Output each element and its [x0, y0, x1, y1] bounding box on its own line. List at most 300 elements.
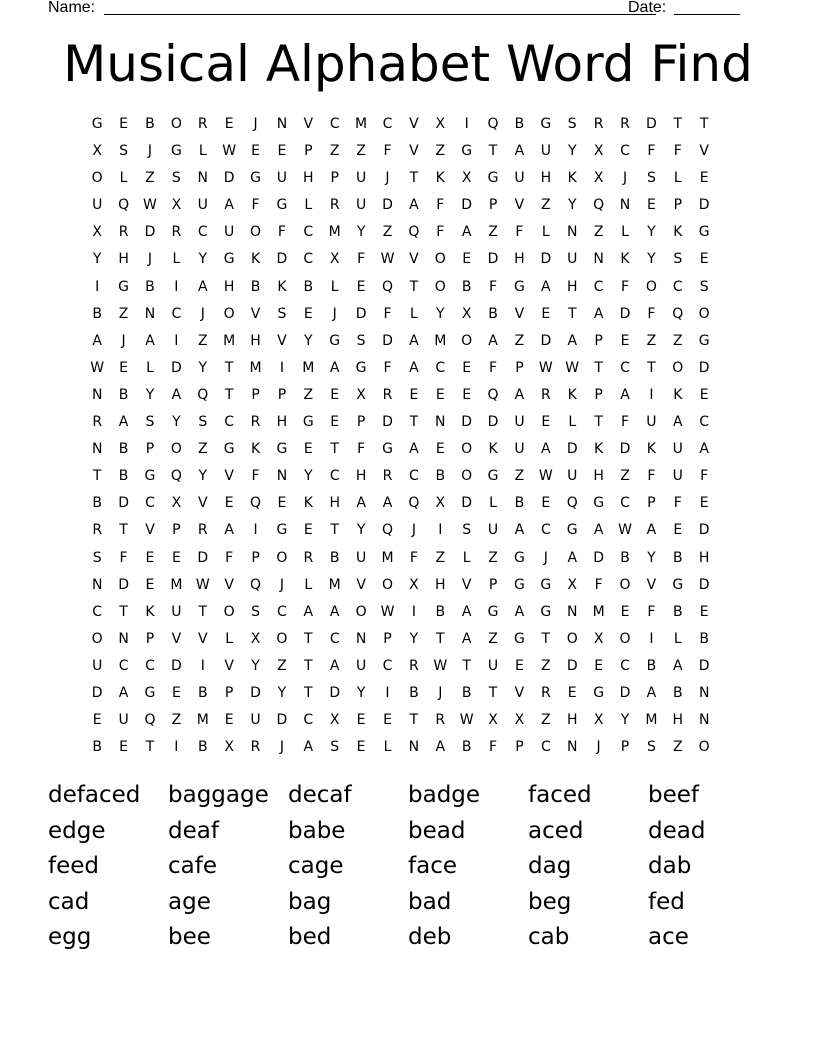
- grid-letter[interactable]: O: [619, 576, 631, 593]
- grid-letter[interactable]: O: [672, 359, 684, 376]
- grid-letter[interactable]: K: [303, 495, 313, 512]
- grid-letter[interactable]: Y: [647, 549, 656, 566]
- grid-letter[interactable]: K: [145, 603, 155, 620]
- grid-letter[interactable]: E: [673, 522, 683, 539]
- grid-letter[interactable]: C: [593, 278, 604, 295]
- grid-letter[interactable]: Z: [514, 332, 525, 349]
- grid-letter[interactable]: J: [147, 251, 153, 268]
- grid-letter[interactable]: E: [646, 197, 656, 214]
- grid-letter[interactable]: D: [223, 170, 235, 187]
- grid-letter[interactable]: O: [276, 549, 288, 566]
- grid-letter[interactable]: L: [304, 197, 313, 214]
- grid-letter[interactable]: T: [409, 170, 419, 187]
- grid-letter[interactable]: H: [566, 712, 578, 729]
- grid-letter[interactable]: Q: [197, 386, 209, 403]
- grid-letter[interactable]: K: [594, 441, 604, 458]
- grid-letter[interactable]: P: [330, 170, 339, 187]
- grid-letter[interactable]: N: [276, 116, 288, 132]
- grid-letter[interactable]: C: [672, 278, 683, 295]
- grid-letter[interactable]: Q: [408, 495, 420, 512]
- grid-letter[interactable]: Q: [593, 197, 605, 214]
- grid-letter[interactable]: F: [647, 143, 656, 160]
- grid-letter[interactable]: O: [461, 441, 473, 458]
- grid-letter[interactable]: V: [277, 332, 287, 349]
- grid-letter[interactable]: X: [250, 630, 261, 647]
- grid-letter[interactable]: A: [329, 603, 340, 620]
- grid-letter[interactable]: B: [250, 278, 261, 295]
- grid-letter[interactable]: D: [329, 684, 341, 701]
- grid-letter[interactable]: E: [383, 712, 392, 729]
- grid-letter[interactable]: A: [224, 522, 234, 539]
- grid-letter[interactable]: P: [647, 495, 656, 512]
- grid-letter[interactable]: H: [540, 170, 552, 187]
- grid-letter[interactable]: V: [514, 684, 525, 701]
- grid-letter[interactable]: J: [279, 739, 284, 756]
- grid-letter[interactable]: N: [619, 197, 631, 214]
- grid-letter[interactable]: C: [329, 630, 340, 647]
- grid-letter[interactable]: M: [355, 116, 368, 132]
- grid-letter[interactable]: B: [92, 739, 102, 756]
- grid-letter[interactable]: T: [409, 414, 419, 431]
- grid-letter[interactable]: J: [253, 116, 258, 132]
- grid-letter[interactable]: A: [567, 332, 578, 349]
- grid-letter[interactable]: F: [436, 224, 445, 241]
- grid-letter[interactable]: N: [408, 739, 420, 756]
- grid-letter[interactable]: S: [171, 170, 181, 187]
- grid-letter[interactable]: L: [225, 630, 234, 647]
- grid-letter[interactable]: P: [277, 386, 287, 403]
- grid-letter[interactable]: J: [543, 549, 548, 566]
- grid-letter[interactable]: D: [461, 495, 473, 512]
- grid-letter[interactable]: C: [329, 468, 340, 485]
- grid-letter[interactable]: B: [435, 603, 446, 620]
- grid-letter[interactable]: B: [699, 630, 709, 647]
- grid-letter[interactable]: F: [225, 549, 234, 566]
- grid-letter[interactable]: C: [197, 224, 208, 241]
- grid-letter[interactable]: U: [355, 197, 367, 214]
- grid-letter[interactable]: E: [594, 657, 604, 674]
- grid-letter[interactable]: E: [277, 143, 287, 160]
- grid-letter[interactable]: N: [593, 251, 604, 268]
- grid-letter[interactable]: G: [276, 197, 288, 214]
- grid-letter[interactable]: F: [489, 278, 498, 295]
- grid-letter[interactable]: T: [541, 630, 551, 647]
- grid-letter[interactable]: V: [224, 576, 234, 593]
- grid-letter[interactable]: A: [435, 739, 446, 756]
- grid-letter[interactable]: F: [594, 576, 603, 593]
- grid-letter[interactable]: G: [91, 116, 103, 132]
- grid-letter[interactable]: Z: [646, 332, 657, 349]
- grid-letter[interactable]: B: [118, 441, 129, 458]
- grid-letter[interactable]: J: [147, 143, 153, 160]
- grid-letter[interactable]: F: [277, 224, 286, 241]
- grid-letter[interactable]: Q: [170, 468, 182, 485]
- grid-letter[interactable]: P: [145, 630, 155, 647]
- grid-letter[interactable]: Z: [541, 657, 551, 674]
- grid-letter[interactable]: O: [698, 305, 710, 322]
- grid-letter[interactable]: X: [224, 739, 234, 756]
- grid-letter[interactable]: F: [251, 468, 260, 485]
- grid-letter[interactable]: A: [145, 332, 155, 349]
- grid-letter[interactable]: N: [566, 224, 578, 241]
- grid-letter[interactable]: T: [224, 386, 234, 403]
- grid-letter[interactable]: D: [540, 251, 552, 268]
- grid-letter[interactable]: Z: [593, 224, 604, 241]
- grid-letter[interactable]: I: [95, 278, 100, 295]
- grid-letter[interactable]: V: [514, 197, 525, 214]
- grid-letter[interactable]: A: [673, 414, 683, 431]
- grid-letter[interactable]: E: [171, 549, 181, 566]
- grid-letter[interactable]: B: [197, 684, 208, 701]
- grid-letter[interactable]: G: [355, 359, 367, 376]
- grid-letter[interactable]: D: [461, 414, 473, 431]
- grid-letter[interactable]: B: [672, 684, 683, 701]
- grid-letter[interactable]: K: [567, 170, 577, 187]
- grid-letter[interactable]: C: [145, 495, 155, 512]
- grid-letter[interactable]: S: [119, 143, 129, 160]
- grid-letter[interactable]: Q: [672, 305, 684, 322]
- grid-letter[interactable]: C: [382, 116, 393, 132]
- grid-letter[interactable]: Q: [566, 495, 578, 512]
- grid-letter[interactable]: E: [699, 251, 709, 268]
- grid-letter[interactable]: P: [515, 739, 524, 756]
- grid-letter[interactable]: L: [330, 278, 339, 295]
- grid-letter[interactable]: E: [541, 495, 551, 512]
- grid-letter[interactable]: Q: [487, 386, 499, 403]
- grid-letter[interactable]: D: [250, 684, 261, 701]
- grid-letter[interactable]: R: [250, 414, 261, 431]
- grid-letter[interactable]: G: [540, 576, 552, 593]
- grid-letter[interactable]: E: [145, 549, 155, 566]
- grid-letter[interactable]: R: [382, 468, 393, 485]
- grid-letter[interactable]: X: [171, 495, 182, 512]
- grid-letter[interactable]: G: [540, 116, 552, 132]
- grid-letter[interactable]: D: [619, 441, 631, 458]
- grid-letter[interactable]: U: [514, 414, 525, 431]
- grid-letter[interactable]: B: [145, 116, 155, 132]
- grid-letter[interactable]: O: [645, 278, 657, 295]
- grid-letter[interactable]: J: [121, 332, 126, 349]
- grid-letter[interactable]: R: [171, 224, 182, 241]
- grid-letter[interactable]: F: [383, 143, 392, 160]
- grid-letter[interactable]: M: [381, 549, 394, 566]
- grid-letter[interactable]: D: [619, 305, 631, 322]
- grid-letter[interactable]: S: [356, 332, 366, 349]
- grid-letter[interactable]: A: [488, 332, 498, 349]
- grid-letter[interactable]: H: [118, 251, 129, 268]
- grid-letter[interactable]: C: [620, 495, 630, 512]
- grid-letter[interactable]: U: [171, 603, 182, 620]
- grid-letter[interactable]: G: [487, 468, 499, 485]
- grid-letter[interactable]: E: [171, 684, 181, 701]
- grid-letter[interactable]: V: [461, 576, 472, 593]
- grid-letter[interactable]: I: [200, 657, 205, 674]
- grid-letter[interactable]: C: [540, 522, 551, 539]
- grid-letter[interactable]: T: [647, 359, 656, 376]
- grid-letter[interactable]: G: [514, 576, 525, 593]
- grid-letter[interactable]: F: [357, 251, 366, 268]
- grid-letter[interactable]: B: [461, 278, 472, 295]
- grid-letter[interactable]: U: [567, 251, 578, 268]
- grid-letter[interactable]: F: [383, 305, 392, 322]
- grid-letter[interactable]: X: [567, 576, 578, 593]
- grid-letter[interactable]: H: [250, 332, 261, 349]
- grid-letter[interactable]: V: [356, 576, 366, 593]
- grid-letter[interactable]: I: [464, 116, 469, 132]
- grid-letter[interactable]: C: [540, 739, 551, 756]
- grid-letter[interactable]: E: [277, 495, 287, 512]
- grid-letter[interactable]: G: [276, 441, 288, 458]
- grid-letter[interactable]: D: [698, 359, 710, 376]
- grid-letter[interactable]: G: [250, 170, 261, 187]
- name-blank-line[interactable]: [104, 14, 656, 15]
- grid-letter[interactable]: E: [119, 359, 129, 376]
- grid-letter[interactable]: L: [409, 305, 418, 322]
- grid-letter[interactable]: R: [250, 739, 261, 756]
- grid-letter[interactable]: A: [541, 441, 551, 458]
- grid-letter[interactable]: G: [170, 143, 182, 160]
- grid-letter[interactable]: O: [355, 603, 367, 620]
- grid-letter[interactable]: W: [433, 657, 448, 674]
- grid-letter[interactable]: L: [541, 224, 550, 241]
- grid-letter[interactable]: D: [276, 251, 288, 268]
- grid-letter[interactable]: U: [250, 712, 261, 729]
- grid-letter[interactable]: J: [438, 684, 443, 701]
- grid-letter[interactable]: I: [649, 386, 654, 403]
- grid-letter[interactable]: G: [698, 224, 710, 241]
- grid-letter[interactable]: T: [594, 359, 603, 376]
- grid-letter[interactable]: N: [435, 414, 446, 431]
- grid-letter[interactable]: W: [565, 359, 580, 376]
- grid-letter[interactable]: D: [355, 305, 367, 322]
- grid-letter[interactable]: N: [276, 468, 288, 485]
- grid-letter[interactable]: A: [92, 332, 102, 349]
- grid-letter[interactable]: U: [355, 170, 367, 187]
- grid-letter[interactable]: E: [303, 522, 313, 539]
- grid-letter[interactable]: Z: [118, 305, 129, 322]
- grid-letter[interactable]: J: [622, 170, 628, 187]
- grid-letter[interactable]: G: [144, 468, 156, 485]
- grid-letter[interactable]: D: [118, 495, 129, 512]
- grid-letter[interactable]: A: [171, 386, 182, 403]
- grid-letter[interactable]: L: [146, 359, 154, 376]
- grid-letter[interactable]: N: [566, 603, 578, 620]
- grid-letter[interactable]: E: [462, 386, 472, 403]
- grid-letter[interactable]: W: [380, 603, 395, 620]
- grid-letter[interactable]: R: [118, 224, 129, 241]
- grid-letter[interactable]: C: [303, 251, 314, 268]
- grid-letter[interactable]: E: [330, 386, 340, 403]
- grid-letter[interactable]: L: [304, 576, 313, 593]
- grid-letter[interactable]: Z: [488, 549, 498, 566]
- grid-letter[interactable]: G: [118, 278, 130, 295]
- grid-letter[interactable]: L: [172, 251, 181, 268]
- grid-letter[interactable]: B: [620, 549, 630, 566]
- grid-letter[interactable]: A: [567, 549, 578, 566]
- grid-letter[interactable]: S: [567, 116, 577, 132]
- grid-letter[interactable]: J: [385, 170, 390, 187]
- grid-letter[interactable]: Z: [435, 143, 446, 160]
- grid-letter[interactable]: C: [303, 224, 314, 241]
- grid-letter[interactable]: F: [620, 414, 630, 431]
- grid-letter[interactable]: R: [409, 657, 419, 674]
- grid-letter[interactable]: I: [279, 359, 284, 376]
- grid-letter[interactable]: V: [699, 143, 709, 160]
- grid-letter[interactable]: Z: [435, 549, 446, 566]
- grid-letter[interactable]: Z: [197, 332, 208, 349]
- grid-letter[interactable]: X: [435, 116, 446, 132]
- grid-letter[interactable]: P: [515, 359, 524, 376]
- grid-letter[interactable]: B: [435, 468, 446, 485]
- grid-letter[interactable]: W: [380, 251, 395, 268]
- grid-letter[interactable]: G: [144, 684, 156, 701]
- grid-letter[interactable]: R: [92, 522, 103, 539]
- grid-letter[interactable]: A: [699, 441, 709, 458]
- grid-letter[interactable]: L: [568, 414, 577, 431]
- grid-letter[interactable]: T: [224, 359, 234, 376]
- grid-letter[interactable]: I: [253, 522, 258, 539]
- grid-letter[interactable]: O: [250, 224, 262, 241]
- grid-letter[interactable]: C: [329, 116, 340, 132]
- grid-letter[interactable]: E: [224, 712, 234, 729]
- grid-letter[interactable]: T: [198, 603, 208, 620]
- grid-letter[interactable]: W: [538, 468, 553, 485]
- grid-letter[interactable]: E: [435, 386, 445, 403]
- grid-letter[interactable]: T: [699, 116, 709, 132]
- grid-letter[interactable]: Y: [251, 657, 260, 674]
- grid-letter[interactable]: U: [197, 197, 208, 214]
- grid-letter[interactable]: M: [434, 332, 447, 349]
- grid-letter[interactable]: B: [197, 739, 208, 756]
- grid-letter[interactable]: Z: [488, 630, 498, 647]
- grid-letter[interactable]: O: [170, 441, 182, 458]
- grid-letter[interactable]: T: [567, 305, 577, 322]
- grid-letter[interactable]: M: [249, 359, 262, 376]
- grid-letter[interactable]: Z: [514, 468, 525, 485]
- grid-letter[interactable]: G: [223, 251, 235, 268]
- grid-letter[interactable]: P: [172, 522, 181, 539]
- grid-letter[interactable]: I: [174, 332, 179, 349]
- grid-letter[interactable]: U: [92, 197, 103, 214]
- grid-letter[interactable]: D: [461, 197, 473, 214]
- grid-letter[interactable]: K: [277, 278, 287, 295]
- grid-letter[interactable]: O: [381, 576, 393, 593]
- grid-letter[interactable]: O: [276, 630, 288, 647]
- grid-letter[interactable]: W: [222, 143, 237, 160]
- grid-letter[interactable]: D: [619, 684, 631, 701]
- grid-letter[interactable]: A: [303, 739, 314, 756]
- grid-letter[interactable]: Z: [541, 712, 551, 729]
- grid-letter[interactable]: U: [355, 549, 367, 566]
- grid-letter[interactable]: X: [356, 386, 366, 403]
- grid-letter[interactable]: F: [436, 197, 445, 214]
- grid-letter[interactable]: F: [673, 495, 682, 512]
- grid-letter[interactable]: C: [145, 657, 155, 674]
- grid-letter[interactable]: Y: [198, 359, 208, 376]
- grid-letter[interactable]: F: [647, 603, 656, 620]
- grid-letter[interactable]: H: [329, 495, 340, 512]
- grid-letter[interactable]: P: [251, 549, 260, 566]
- grid-letter[interactable]: E: [356, 712, 366, 729]
- grid-letter[interactable]: A: [514, 143, 525, 160]
- grid-letter[interactable]: G: [593, 684, 605, 701]
- grid-letter[interactable]: A: [382, 495, 393, 512]
- grid-letter[interactable]: V: [409, 143, 419, 160]
- grid-letter[interactable]: R: [540, 684, 551, 701]
- grid-letter[interactable]: S: [277, 305, 287, 322]
- grid-letter[interactable]: A: [514, 522, 525, 539]
- grid-letter[interactable]: Q: [381, 278, 393, 295]
- grid-letter[interactable]: B: [646, 657, 657, 674]
- grid-letter[interactable]: E: [620, 603, 630, 620]
- grid-letter[interactable]: B: [514, 116, 525, 132]
- grid-letter[interactable]: D: [382, 197, 393, 214]
- grid-letter[interactable]: P: [620, 739, 630, 756]
- grid-letter[interactable]: U: [514, 170, 525, 187]
- grid-letter[interactable]: R: [329, 197, 340, 214]
- grid-letter[interactable]: A: [646, 684, 657, 701]
- grid-letter[interactable]: D: [91, 684, 103, 701]
- grid-letter[interactable]: F: [647, 468, 656, 485]
- grid-letter[interactable]: T: [488, 684, 498, 701]
- grid-letter[interactable]: D: [593, 549, 604, 566]
- grid-letter[interactable]: E: [620, 332, 630, 349]
- grid-letter[interactable]: T: [119, 603, 128, 620]
- grid-letter[interactable]: D: [276, 712, 288, 729]
- grid-letter[interactable]: U: [487, 522, 499, 539]
- grid-letter[interactable]: C: [92, 603, 103, 620]
- grid-letter[interactable]: P: [673, 197, 683, 214]
- grid-letter[interactable]: A: [356, 495, 366, 512]
- grid-letter[interactable]: I: [174, 739, 179, 756]
- grid-letter[interactable]: Y: [172, 414, 181, 431]
- grid-letter[interactable]: N: [566, 739, 578, 756]
- grid-letter[interactable]: G: [514, 549, 525, 566]
- grid-letter[interactable]: X: [329, 251, 340, 268]
- grid-letter[interactable]: C: [620, 143, 630, 160]
- grid-letter[interactable]: O: [461, 332, 473, 349]
- grid-letter[interactable]: Z: [303, 386, 314, 403]
- grid-letter[interactable]: K: [620, 251, 630, 268]
- grid-letter[interactable]: N: [91, 576, 103, 593]
- grid-letter[interactable]: F: [383, 359, 392, 376]
- grid-letter[interactable]: U: [487, 657, 499, 674]
- grid-letter[interactable]: I: [649, 630, 654, 647]
- grid-letter[interactable]: B: [329, 549, 340, 566]
- grid-letter[interactable]: D: [487, 251, 499, 268]
- grid-letter[interactable]: U: [355, 657, 367, 674]
- grid-letter[interactable]: B: [118, 468, 129, 485]
- grid-letter[interactable]: Z: [356, 143, 366, 160]
- grid-letter[interactable]: Y: [198, 251, 208, 268]
- grid-letter[interactable]: T: [488, 143, 498, 160]
- grid-letter[interactable]: M: [328, 576, 341, 593]
- grid-letter[interactable]: L: [489, 495, 497, 512]
- grid-letter[interactable]: U: [118, 712, 129, 729]
- grid-letter[interactable]: A: [461, 603, 472, 620]
- grid-letter[interactable]: U: [672, 441, 683, 458]
- grid-letter[interactable]: X: [171, 197, 182, 214]
- grid-letter[interactable]: H: [514, 251, 525, 268]
- grid-letter[interactable]: A: [409, 197, 419, 214]
- grid-letter[interactable]: X: [593, 712, 604, 729]
- grid-letter[interactable]: Z: [620, 468, 630, 485]
- grid-letter[interactable]: E: [356, 278, 366, 295]
- grid-letter[interactable]: Z: [672, 332, 683, 349]
- grid-letter[interactable]: A: [514, 386, 525, 403]
- grid-letter[interactable]: T: [673, 116, 683, 132]
- grid-letter[interactable]: D: [382, 332, 393, 349]
